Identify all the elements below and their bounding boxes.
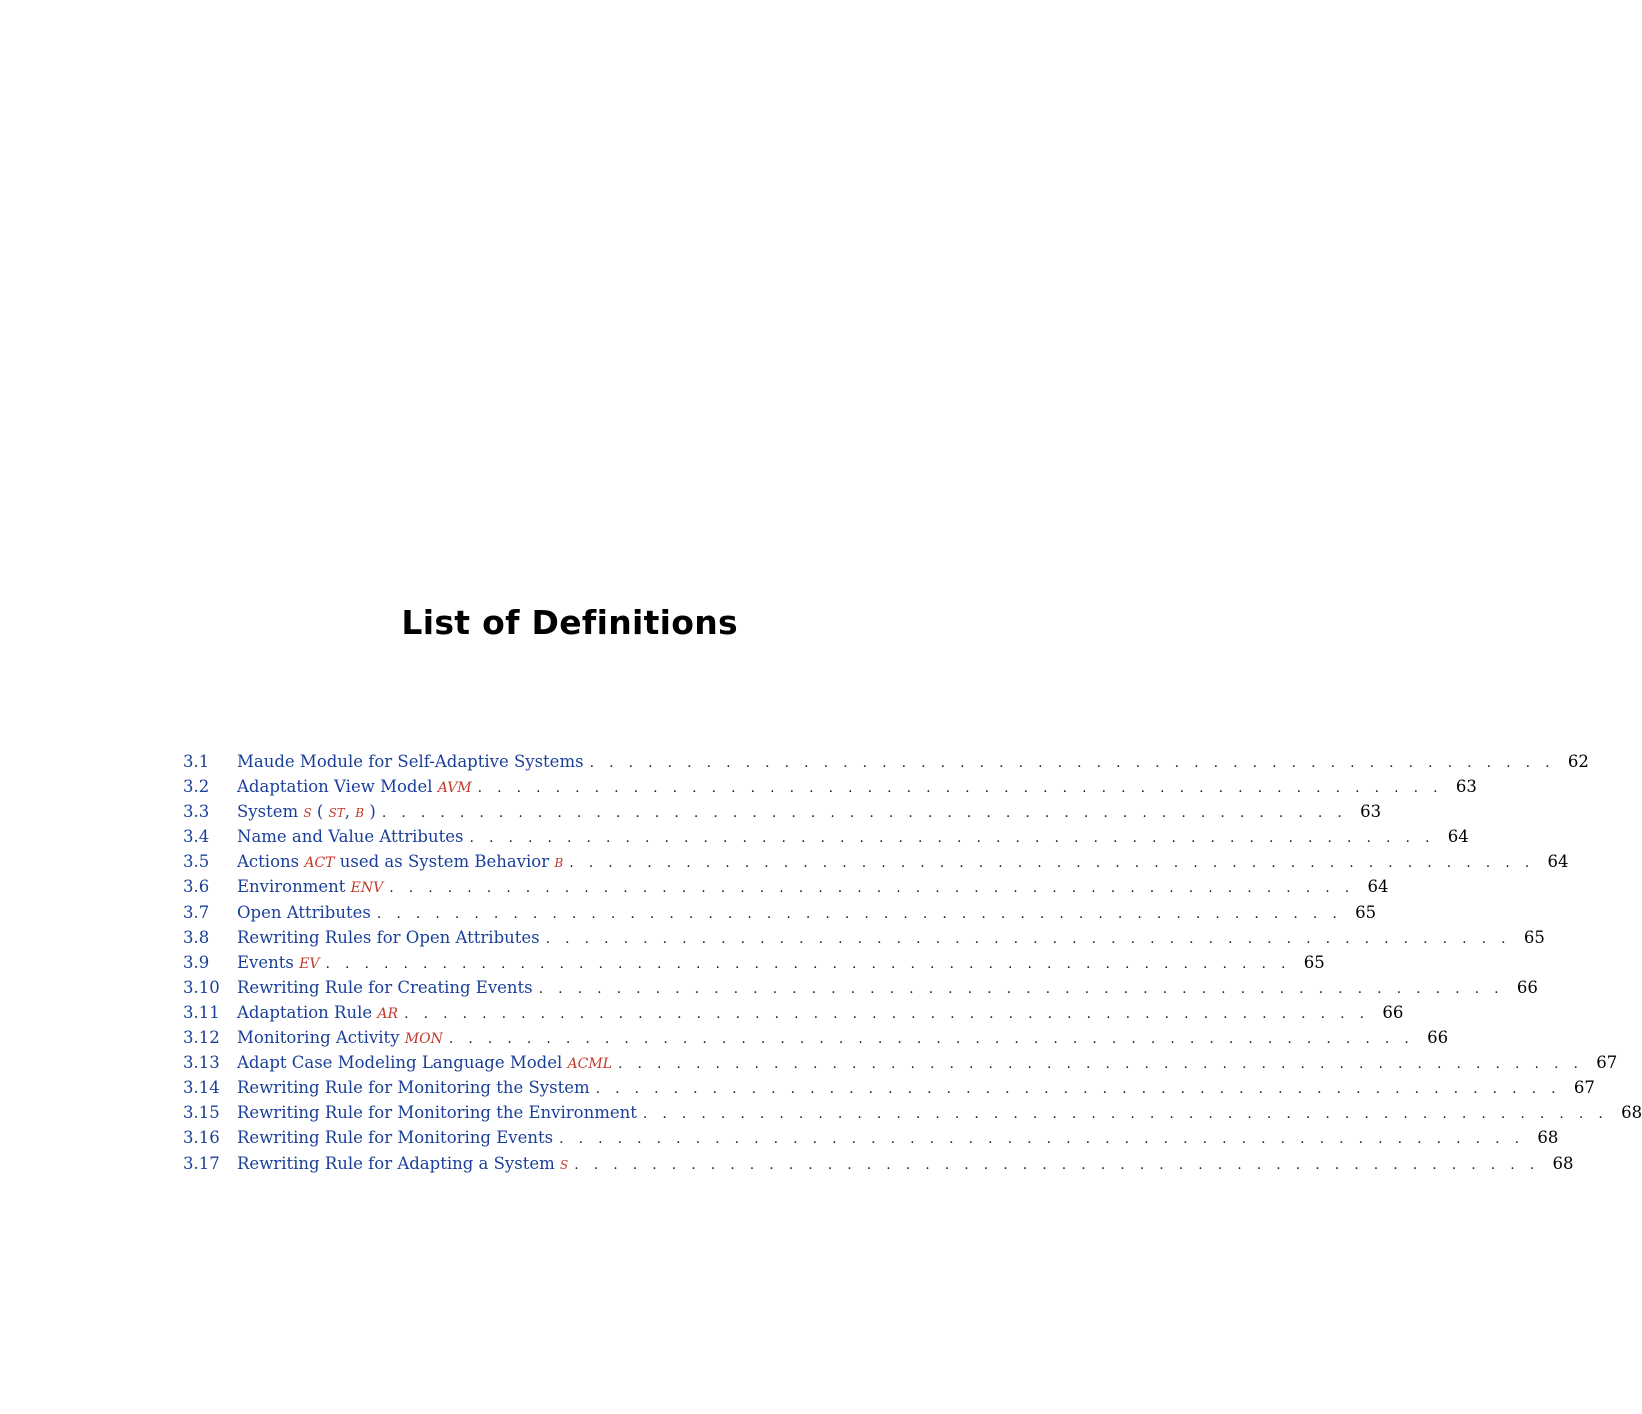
definition-title[interactable]: Name and Value Attributes	[237, 827, 464, 847]
math-symbol: ENV	[350, 880, 384, 897]
definition-title[interactable]: System S ( ST, B )	[237, 802, 376, 822]
dot-leader: . . . . . . . . . . . . . . . . . . . . . . . . . . . . . . . . . . . . . . . . . . . . . . . . . .	[325, 955, 1291, 972]
dot-leader: . . . . . . . . . . . . . . . . . . . . . . . . . . . . . . . . . . . . . . . . . . . . . . . . . .	[595, 1081, 1561, 1098]
dot-leader: . . . . . . . . . . . . . . . . . . . . . . . . . . . . . . . . . . . . . . . . . . . . . . . . . .	[618, 1056, 1584, 1073]
definition-number[interactable]: 3.14	[183, 1078, 220, 1098]
page-number: 65	[1355, 902, 1377, 922]
list-item[interactable]	[183, 1075, 1595, 1100]
page-number: 64	[1547, 852, 1569, 872]
definition-title[interactable]: Adaptation Rule AR	[237, 1002, 399, 1022]
page-number: 62	[1567, 752, 1589, 771]
page-number: 68	[1552, 1153, 1574, 1173]
definition-title[interactable]: Maude Module for Self-Adaptive Systems	[237, 752, 584, 771]
list-item[interactable]	[183, 849, 1569, 874]
math-symbol: AVM	[437, 780, 472, 797]
page-number: 66	[1427, 1028, 1449, 1048]
page-number: 63	[1360, 802, 1382, 822]
dot-leader: . . . . . . . . . . . . . . . . . . . . . . . . . . . . . . . . . . . . . . . . . . . . . . . . . .	[389, 880, 1355, 897]
definition-number[interactable]: 3.10	[183, 977, 220, 997]
page-number: 67	[1596, 1053, 1618, 1073]
definition-number[interactable]: 3.6	[183, 877, 210, 897]
definition-number[interactable]: 3.16	[183, 1128, 220, 1148]
page-number: 64	[1447, 827, 1469, 847]
math-symbol: B	[355, 806, 365, 821]
math-symbol: EV	[299, 955, 320, 972]
definition-title[interactable]: Rewriting Rule for Monitoring Events	[237, 1128, 554, 1148]
dot-leader: . . . . . . . . . . . . . . . . . . . . . . . . . . . . . . . . . . . . . . . . . . . . . . . . . .	[448, 1031, 1415, 1048]
list-item[interactable]	[183, 900, 1377, 925]
definition-number[interactable]: 3.9	[183, 952, 210, 972]
definition-number[interactable]: 3.4	[183, 827, 210, 847]
definition-number[interactable]: 3.12	[183, 1028, 220, 1048]
dot-leader: . . . . . . . . . . . . . . . . . . . . . . . . . . . . . . . . . . . . . . . . . . . . . . . . . .	[589, 755, 1555, 771]
math-symbol: B	[554, 856, 564, 871]
math-symbol: ST	[328, 806, 345, 821]
definition-number[interactable]: 3.3	[183, 802, 210, 822]
list-item[interactable]	[183, 824, 1469, 849]
definition-title[interactable]: Adapt Case Modeling Language Model ACML	[237, 1053, 613, 1073]
page-number: 67	[1573, 1078, 1595, 1098]
definition-number[interactable]: 3.5	[183, 852, 210, 872]
page-number: 68	[1621, 1103, 1642, 1123]
definition-number[interactable]: 3.1	[183, 752, 210, 771]
definition-title[interactable]: Rewriting Rule for Monitoring the System	[237, 1078, 590, 1098]
definition-title[interactable]: Monitoring Activity MON	[237, 1028, 443, 1048]
list-item[interactable]	[183, 874, 1389, 899]
dot-leader: . . . . . . . . . . . . . . . . . . . . . . . . . . . . . . . . . . . . . . . . . . . . . . . . . .	[477, 780, 1443, 797]
math-symbol: ACT	[304, 855, 335, 872]
list-item[interactable]	[183, 1125, 1559, 1150]
list-item[interactable]	[183, 1050, 1618, 1075]
definition-title[interactable]: Open Attributes	[237, 902, 371, 922]
list-item[interactable]	[183, 1025, 1449, 1050]
list-item[interactable]	[183, 950, 1325, 975]
page-number: 65	[1303, 952, 1325, 972]
page-number: 63	[1455, 777, 1477, 797]
list-item[interactable]	[183, 749, 1589, 774]
math-symbol: S	[303, 806, 312, 821]
definition-title[interactable]: Events EV	[237, 952, 320, 972]
dot-leader: . . . . . . . . . . . . . . . . . . . . . . . . . . . . . . . . . . . . . . . . . . . . . . . . . .	[569, 855, 1535, 872]
math-symbol: ACML	[567, 1056, 613, 1073]
definition-number[interactable]: 3.11	[183, 1002, 220, 1022]
definition-title[interactable]: Rewriting Rules for Open Attributes	[237, 927, 540, 947]
definition-title[interactable]: Actions ACT used as System Behavior B	[237, 852, 564, 872]
dot-leader: . . . . . . . . . . . . . . . . . . . . . . . . . . . . . . . . . . . . . . . . . . . . . . . . . .	[376, 905, 1343, 922]
definition-title[interactable]: Rewriting Rule for Adapting a System S	[237, 1153, 569, 1173]
dot-leader: . . . . . . . . . . . . . . . . . . . . . . . . . . . . . . . . . . . . . . . . . . . . . . . . . .	[545, 930, 1511, 947]
dot-leader: . . . . . . . . . . . . . . . . . . . . . . . . . . . . . . . . . . . . . . . . . . . . . . . . . .	[642, 1106, 1609, 1123]
list-item[interactable]	[183, 799, 1382, 824]
definition-number[interactable]: 3.2	[183, 777, 210, 797]
dot-leader: . . . . . . . . . . . . . . . . . . . . . . . . . . . . . . . . . . . . . . . . . . . . . . . . . .	[538, 980, 1504, 997]
definition-number[interactable]: 3.13	[183, 1053, 220, 1073]
list-item[interactable]	[183, 774, 1477, 799]
definitions-list	[183, 749, 1642, 1176]
list-item[interactable]	[183, 1100, 1642, 1125]
dot-leader: . . . . . . . . . . . . . . . . . . . . . . . . . . . . . . . . . . . . . . . . . . . . . . . . . .	[469, 830, 1435, 847]
definition-number[interactable]: 3.15	[183, 1103, 220, 1123]
definition-title[interactable]: Rewriting Rule for Monitoring the Environment	[237, 1103, 637, 1123]
page-number: 66	[1382, 1002, 1404, 1022]
page-title: List of Definitions	[401, 603, 738, 642]
definition-title[interactable]: Rewriting Rule for Creating Events	[237, 977, 533, 997]
math-symbol: AR	[377, 1005, 399, 1022]
page-number: 64	[1367, 877, 1389, 897]
dot-leader: . . . . . . . . . . . . . . . . . . . . . . . . . . . . . . . . . . . . . . . . . . . . . . . . . .	[559, 1131, 1525, 1148]
definition-number[interactable]: 3.17	[183, 1153, 220, 1173]
page-number: 68	[1537, 1128, 1559, 1148]
page-number: 66	[1516, 977, 1538, 997]
definition-title[interactable]: Adaptation View Model AVM	[237, 777, 472, 797]
definition-number[interactable]: 3.7	[183, 902, 210, 922]
definition-number[interactable]: 3.8	[183, 927, 210, 947]
list-item[interactable]	[183, 975, 1538, 1000]
list-item[interactable]	[183, 925, 1545, 950]
dot-leader: . . . . . . . . . . . . . . . . . . . . . . . . . . . . . . . . . . . . . . . . . . . . . . . . . .	[574, 1156, 1540, 1173]
list-item[interactable]	[183, 1000, 1404, 1025]
definition-title[interactable]: Environment ENV	[237, 877, 384, 897]
page-number: 65	[1523, 927, 1545, 947]
dot-leader: . . . . . . . . . . . . . . . . . . . . . . . . . . . . . . . . . . . . . . . . . . . . . . . . . .	[404, 1005, 1370, 1022]
list-item[interactable]	[183, 1151, 1574, 1176]
dot-leader: . . . . . . . . . . . . . . . . . . . . . . . . . . . . . . . . . . . . . . . . . . . . . . . . . .	[381, 805, 1348, 822]
math-symbol: S	[560, 1157, 569, 1172]
math-symbol: MON	[404, 1031, 443, 1048]
